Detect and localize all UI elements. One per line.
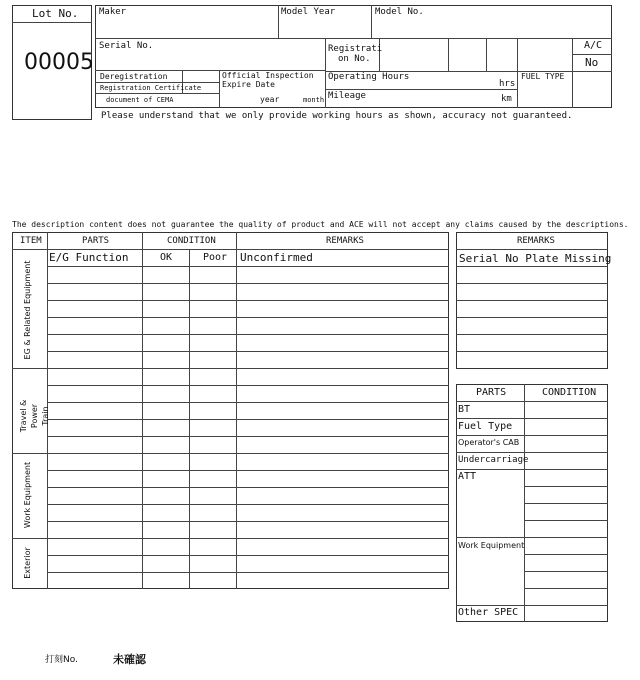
hrs-unit: hrs <box>499 79 516 89</box>
operating-hours-label: Operating Hours <box>328 72 410 82</box>
row-line <box>47 283 449 284</box>
right-parts-header: PARTS <box>476 387 507 398</box>
right-parts-line <box>524 520 608 521</box>
disclaimer: The description content does not guarantee the quality of product and ACE will not accept any claims caused by the descriptions. <box>12 220 629 229</box>
right-parts-line <box>524 503 608 504</box>
section-line <box>12 453 449 454</box>
row-line <box>47 470 449 471</box>
first-row-remark: Unconfirmed <box>240 251 313 264</box>
header-item: ITEM <box>20 236 42 246</box>
registration-label-1: Registrati <box>328 44 383 54</box>
section-label-travel <box>18 375 50 457</box>
row-line <box>47 436 449 437</box>
section-label-exterior: Exterior <box>23 547 32 579</box>
year-label: year <box>260 95 280 104</box>
row-line <box>47 334 449 335</box>
right-remarks-line <box>456 283 608 284</box>
row-line <box>47 487 449 488</box>
registration-label-2: on No. <box>338 54 371 64</box>
lot-number: 00005 <box>24 50 94 75</box>
header-vline-6 <box>486 38 487 71</box>
header-vline-10 <box>219 70 220 108</box>
part-work-equipment: Work Equipment <box>458 541 525 550</box>
header-vline-5 <box>448 38 449 71</box>
section-label-eg: EG & Related Equipment <box>23 260 32 360</box>
month-label: month <box>303 96 325 104</box>
model-year-label: Model Year <box>281 7 336 17</box>
right-remarks-first-row: Serial No Plate Missing <box>459 252 612 265</box>
right-parts-line <box>456 435 608 436</box>
col-parts-divider <box>142 232 143 589</box>
row-line <box>47 300 449 301</box>
mileage-label: Mileage <box>328 91 366 101</box>
right-remarks-line <box>456 317 608 318</box>
ac-value: No <box>585 56 599 69</box>
fuel-type-label: FUEL TYPE <box>521 72 565 81</box>
header-vline-2 <box>371 5 372 38</box>
right-remarks-line <box>456 266 608 267</box>
header-parts: PARTS <box>82 236 110 246</box>
row-line <box>47 555 449 556</box>
header-line-7 <box>325 89 517 90</box>
ok-label: OK <box>160 252 173 263</box>
row-line <box>47 419 449 420</box>
maker-label: Maker <box>99 7 127 17</box>
document-label: document of CEMA <box>106 96 174 104</box>
registration-certificate-label: Registration Certificate <box>100 84 202 92</box>
part-undercarriage: Undercarriage <box>458 455 529 465</box>
lot-label: Lot No. <box>32 7 79 20</box>
part-bt: BT <box>458 404 471 415</box>
row-line <box>47 572 449 573</box>
serial-label: Serial No. <box>99 41 154 51</box>
main-table <box>12 232 449 589</box>
stamp-label: 打刻No. <box>45 655 78 665</box>
right-remarks-line <box>456 300 608 301</box>
right-parts-line <box>456 605 608 606</box>
header-vline-7 <box>517 38 518 108</box>
poor-label: Poor <box>203 252 228 263</box>
right-parts-line <box>456 452 608 453</box>
header-vline-8 <box>572 38 573 108</box>
km-unit: km <box>501 94 512 104</box>
right-remarks-line <box>456 249 608 250</box>
hours-note: Please understand that we only provide working hours as shown, accuracy not guaranteed. <box>101 111 573 121</box>
section-line <box>12 538 449 539</box>
lot-divider <box>12 22 92 23</box>
col-poor-divider <box>236 232 237 589</box>
header-line-5 <box>572 54 612 55</box>
row-line <box>47 266 449 267</box>
header-vline-4 <box>379 38 380 71</box>
header-line-4 <box>95 93 219 94</box>
part-fuel-type: Fuel Type <box>458 421 513 432</box>
row-line <box>47 402 449 403</box>
model-no-label: Model No. <box>375 7 424 17</box>
stamp-value: 未確認 <box>113 653 146 666</box>
section-label-work: Work Equipment <box>23 461 32 529</box>
header-line-1 <box>95 38 612 39</box>
right-parts-line <box>524 486 608 487</box>
right-parts-line <box>456 469 608 470</box>
inspection-label-1: Official Inspection <box>222 71 314 80</box>
row-line <box>47 385 449 386</box>
right-parts-line <box>524 588 608 589</box>
section-line <box>12 368 449 369</box>
row-line <box>47 351 449 352</box>
right-remarks-header: REMARKS <box>517 236 555 246</box>
section-label-travel-text: Travel & Power Train <box>19 399 50 433</box>
part-other-spec: Other SPEC <box>458 607 519 618</box>
row-line <box>47 317 449 318</box>
header-remarks: REMARKS <box>326 236 364 246</box>
right-parts-line <box>456 418 608 419</box>
row-line <box>47 504 449 505</box>
deregistration-label: Deregistration <box>100 72 168 81</box>
right-parts-line <box>456 537 608 538</box>
right-parts-line <box>524 554 608 555</box>
right-condition-header: CONDITION <box>542 387 597 398</box>
header-vline-1 <box>278 5 279 38</box>
right-remarks-line <box>456 351 608 352</box>
right-parts-line <box>524 571 608 572</box>
part-att: ATT <box>458 471 477 482</box>
right-remarks-line <box>456 334 608 335</box>
part-operators-cab: Operator's CAB <box>458 438 520 447</box>
row-line <box>47 521 449 522</box>
right-parts-line <box>456 401 608 402</box>
first-row-part: E/G Function <box>49 251 129 264</box>
header-vline-3 <box>325 38 326 108</box>
header-condition: CONDITION <box>167 236 216 246</box>
inspection-label-2: Expire Date <box>222 80 275 89</box>
header-row-line <box>12 249 449 250</box>
header-line-3 <box>95 82 219 83</box>
ac-label: A/C <box>584 40 603 51</box>
